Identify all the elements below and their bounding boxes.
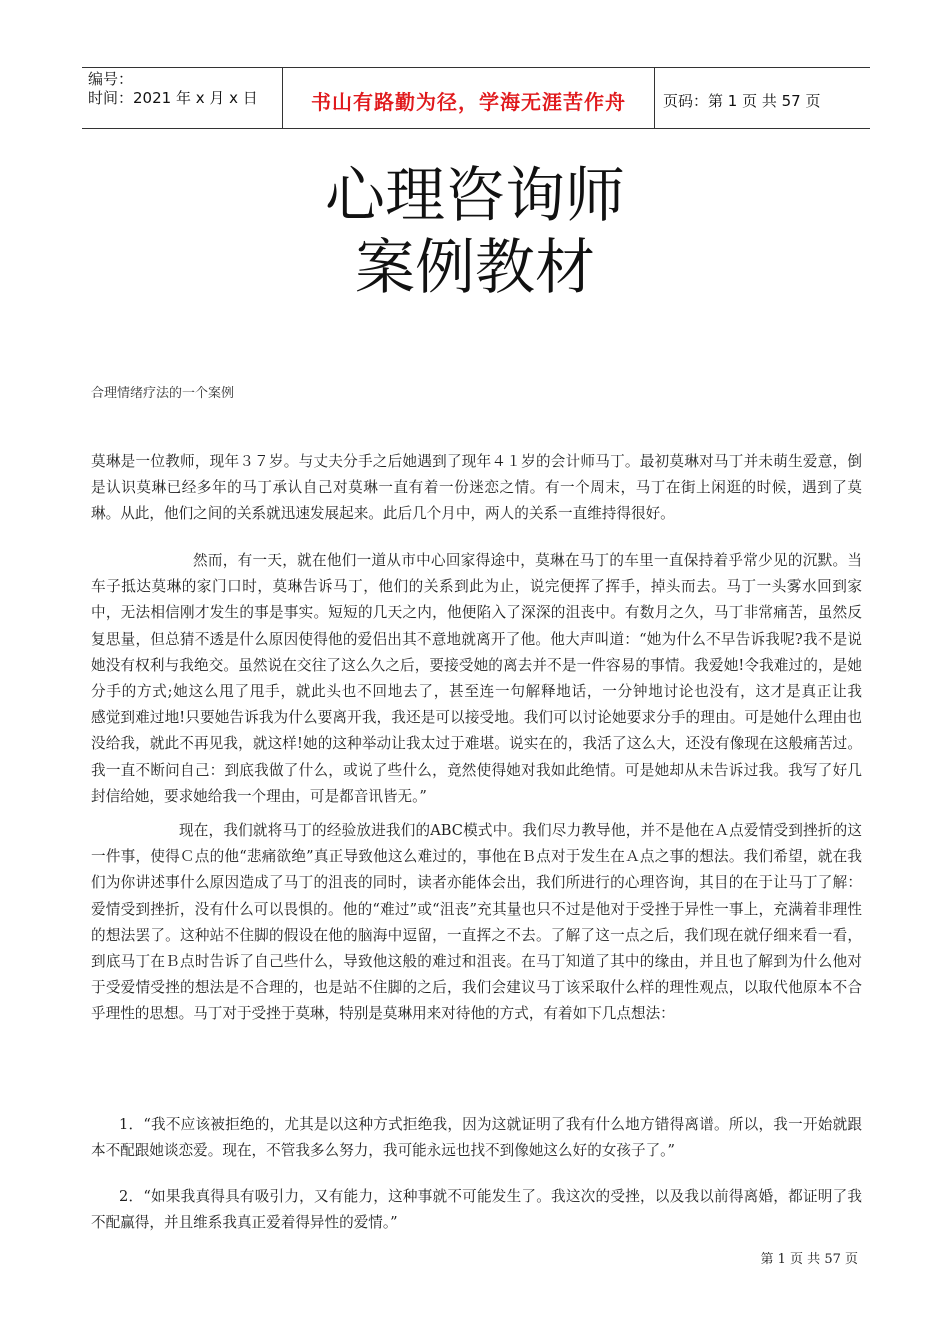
page-footer: 第 1 页 共 57 页 xyxy=(760,1252,858,1267)
body-paragraph-1: 莫琳是一位教师，现年３７岁。与丈夫分手之后她遇到了现年４１岁的会计师马丁。最初莫琳对马丁并未萌生爱意，倒是认识莫琳已经多年的马丁承认自己对莫琳一直有着一份迷恋之情。有一个周末，马丁在街上闲逛的时候，遇到了莫琳。从此，他们之间的关系就迅速发展起来。此后几个月中，两人的关系一直维持得很好。 xyxy=(91,453,862,523)
header-motto: 书山有路勤为径，学海无涯苦作舟 xyxy=(311,89,626,114)
document-date-label: 时间：2021 年 x 月 x 日 xyxy=(88,89,258,107)
header-page-number: 页码：第 1 页 共 57 页 xyxy=(663,91,821,110)
section-subtitle: 合理情绪疗法的一个案例 xyxy=(91,386,235,401)
page-header xyxy=(82,67,870,129)
header-page-cell xyxy=(655,68,870,128)
numbered-item-2: 2．“如果我真得具有吸引力，又有能力，这种事就不可能发生了。我这次的受挫，以及我以前得离婚，都证明了我不配赢得，并且维系我真正爱着得异性的爱情。” xyxy=(91,1188,862,1232)
document-title-line1: 心理咨询师 xyxy=(325,161,625,231)
numbered-item-1: 1．“我不应该被拒绝的，尤其是以这种方式拒绝我，因为这就证明了我有什么地方错得离谱。所以，我一开始就跟本不配跟她谈恋爱。现在，不管我多么努力，我可能永远也找不到像她这么好的女孩子了。” xyxy=(91,1116,862,1160)
header-motto-cell xyxy=(282,68,655,128)
body-paragraph-3: 现在，我们就将马丁的经验放进我们的ABC模式中。我们尽力教导他，并不是他在Ａ点爱情受到挫折的这一件事，使得Ｃ点的他“悲痛欲绝”真正导致他这么难过的，事他在Ｂ点对于发生在Ａ点之事的想法。我们希望，就在我们为你讲述事什么原因造成了马丁的沮丧的同时，读者亦能体会出，我们所进行的心理咨询，其目的在于让马丁了解：爱情受到挫折，没有什么可以畏惧的。他的“难过”或“沮丧”充其量也只不过是他对于受挫于异性一事上，充满着非理性的想法罢了。这种站不住脚的假设在他的脑海中逗留，一直挥之不去。了解了这一点之后，我们现在就仔细来看一看，到底马丁在Ｂ点时告诉了自己些什么，导致他这般的难过和沮丧。在马丁知道了其中的缘由，并且也了解到为什么他对于受爱情受挫的想法是不合理的，也是站不住脚的之后，我们会建议马丁该采取什么样的理性观点，以取代他原本不合乎理性的思想。马丁对于受挫于莫琳，特别是莫琳用来对待他的方式，有着如下几点想法： xyxy=(91,822,862,1023)
document-number-label: 编号： xyxy=(88,70,134,88)
document-title-line2: 案例教材 xyxy=(355,233,595,303)
body-paragraph-2: 然而，有一天，就在他们一道从市中心回家得途中，莫琳在马丁的车里一直保持着乎常少见的沉默。当车子抵达莫琳的家门口时，莫琳告诉马丁，他们的关系到此为止，说完便挥了挥手，掉头而去。马丁一头雾水回到家中，无法相信刚才发生的事是事实。短短的几天之内，他便陷入了深深的沮丧中。有数月之久，马丁非常痛苦，虽然反复思量，但总猜不透是什么原因使得他的爱侣出其不意地就离开了他。他大声叫道：“她为什么不早告诉我呢?我不是说她没有权利与我绝交。虽然说在交往了这么久之后，要接受她的离去并不是一件容易的事情。我爱她!令我难过的，是她分手的方式;她这么甩了甩手，就此头也不回地去了，甚至连一句解释地话，一分钟地讨论也没有，这才是真正让我 感觉到难过地!只要她告诉我为什么要离开我，我还是可以接受地。我们可以讨论她要求分手的理由。可是她什么理由也没给我，就此不再见我，就这样!她的这种举动让我太过于难堪。说实在的，我活了这么大，还没有像现在这般痛苦过。我一直不断问自己：到底我做了什么，或说了些什么，竟然使得她对我如此绝情。可是她却从未告诉过我。我写了好几封信给她，要求她给我一个理由，可是都音讯皆无。” xyxy=(91,552,892,805)
header-meta xyxy=(82,68,282,128)
